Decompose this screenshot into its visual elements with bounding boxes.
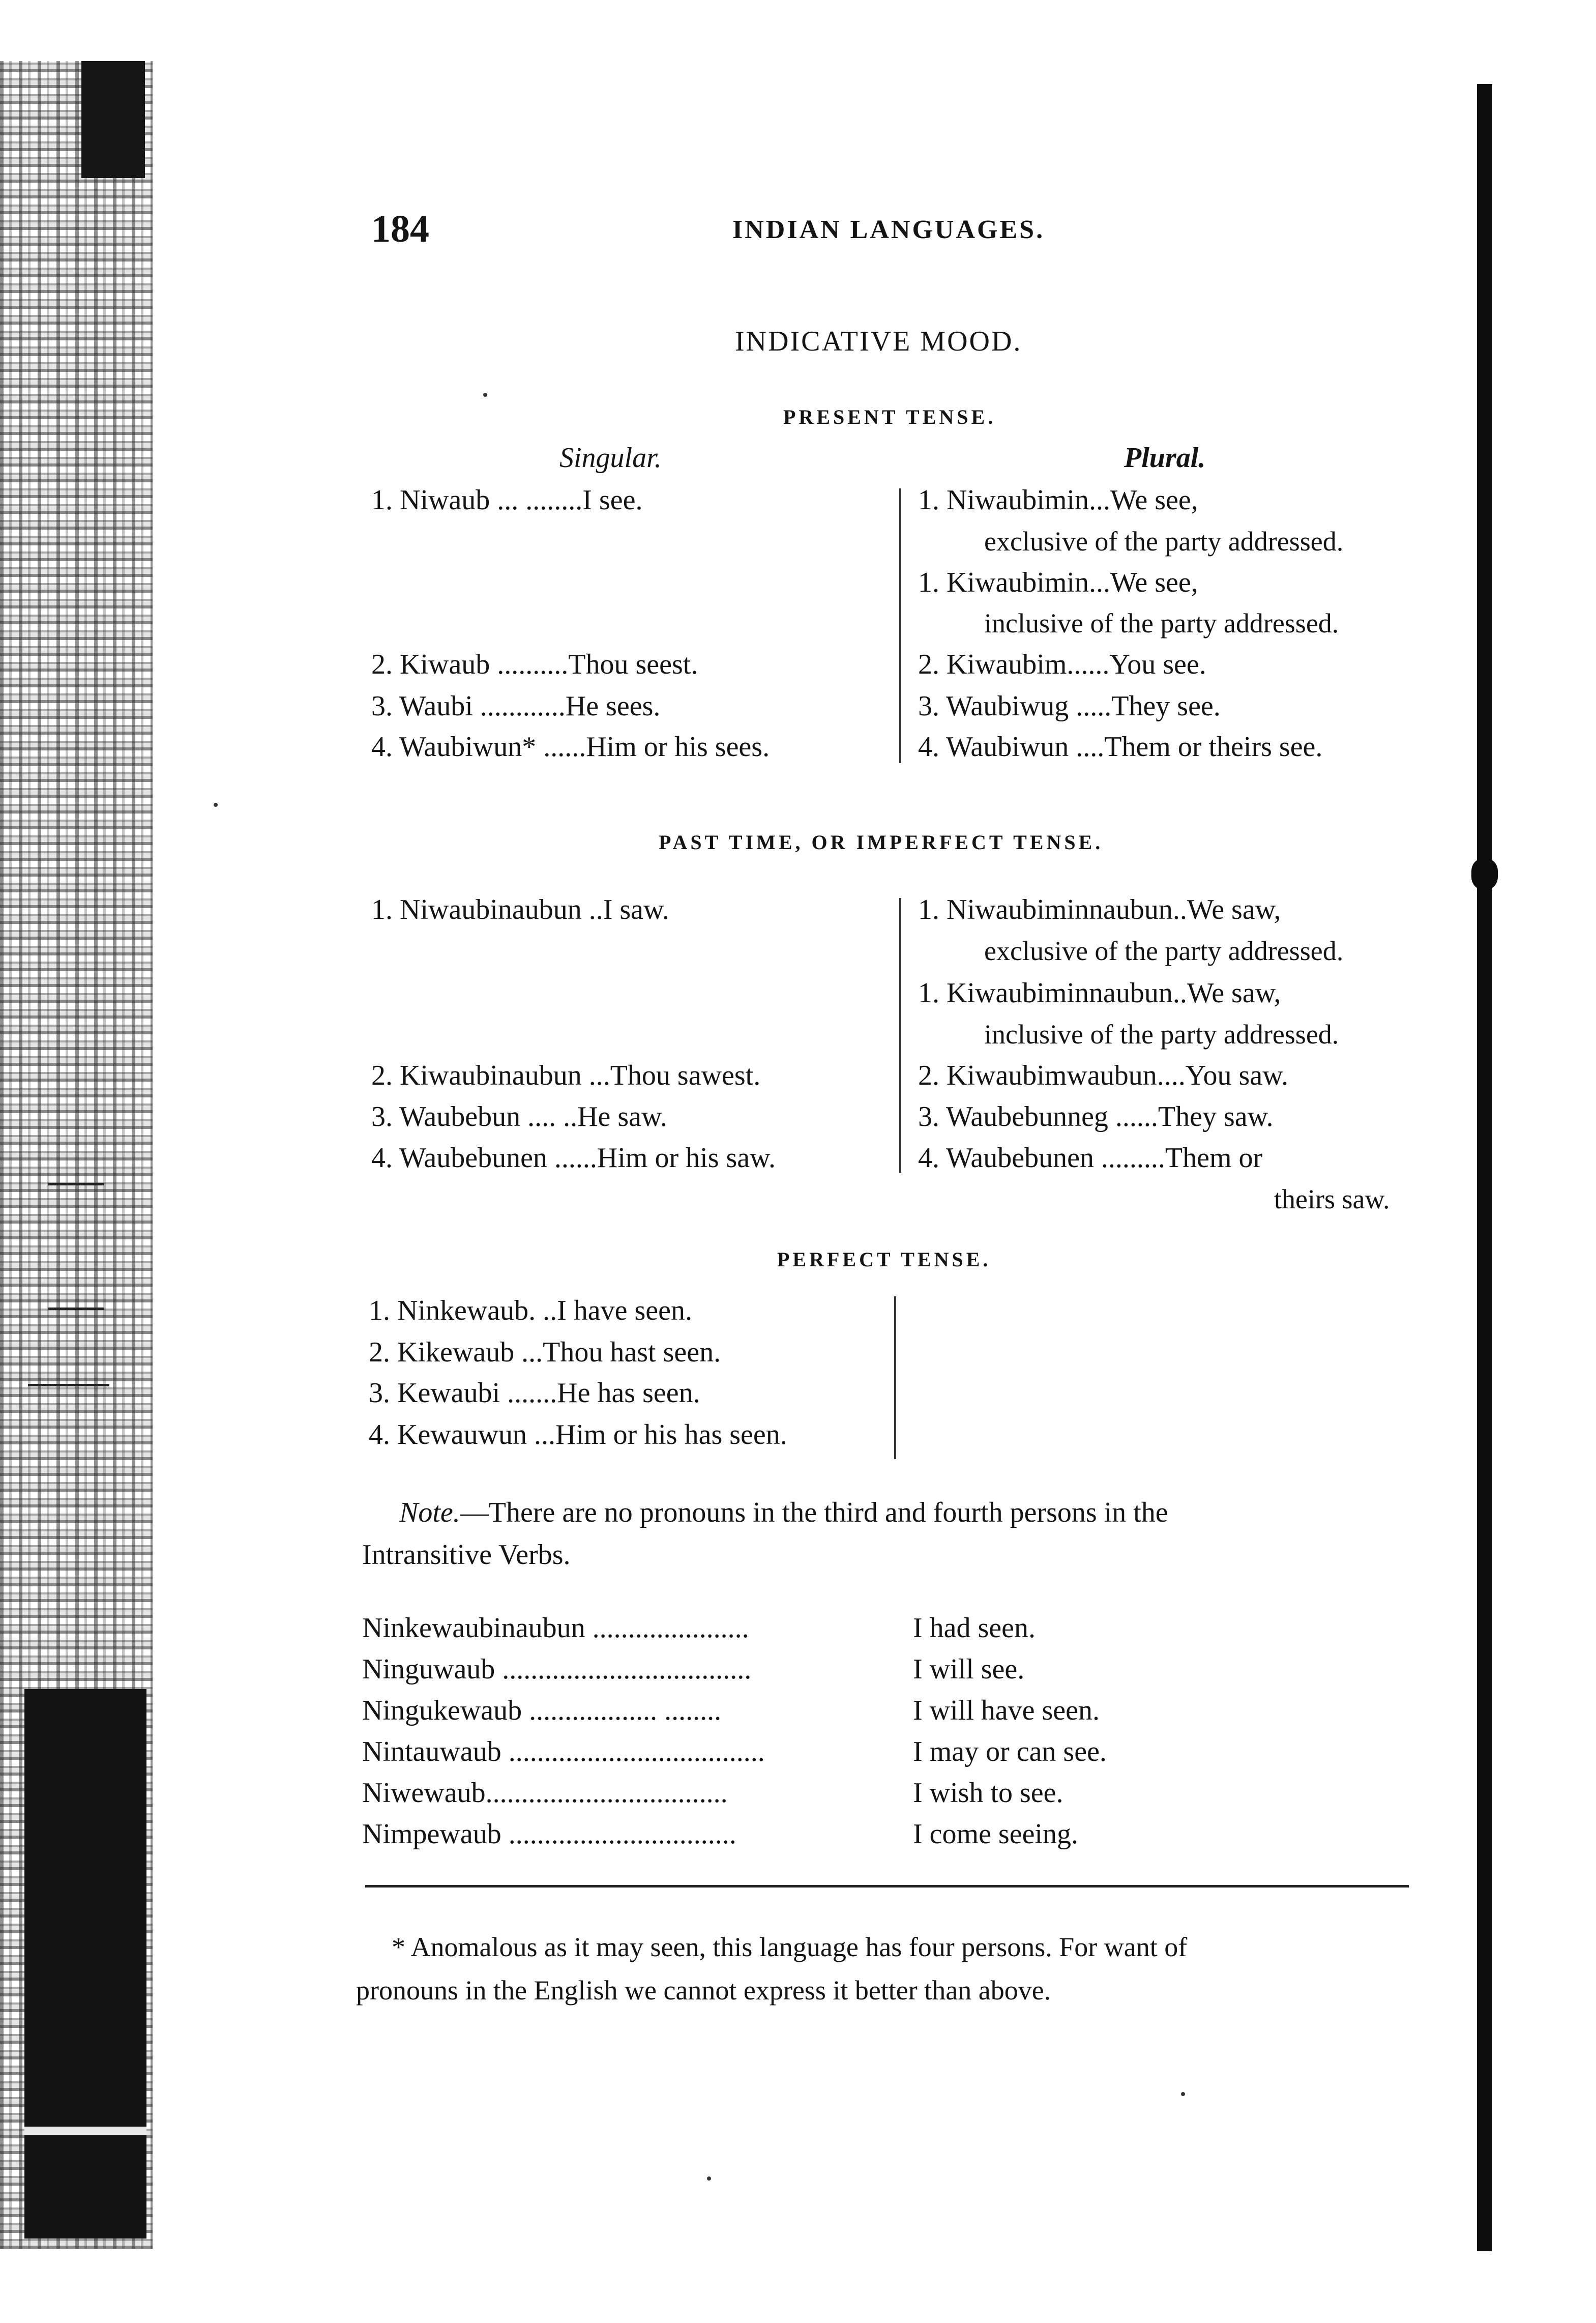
- tense-meaning: I may or can see.: [913, 1736, 1107, 1767]
- present-plural-2: 2. Kiwaubim......You see.: [918, 649, 1206, 680]
- past-plural-4: 4. Waubebunen .........Them or: [918, 1142, 1263, 1174]
- perfect-singular-3: 3. Kewaubi .......He has seen.: [369, 1377, 700, 1409]
- scan-right-edge-mark: [1471, 859, 1498, 889]
- singular-label: Singular.: [559, 442, 662, 474]
- present-singular-4: 4. Waubiwun* ......Him or his sees.: [371, 731, 770, 763]
- column-divider: [894, 1296, 896, 1459]
- present-plural-1: 1. Niwaubimin...We see,: [918, 484, 1198, 516]
- present-singular-2: 2. Kiwaub ..........Thou seest.: [371, 649, 698, 680]
- perfect-tense-title: PERFECT TENSE.: [777, 1248, 991, 1271]
- scan-tick: [48, 1308, 104, 1310]
- past-plural-1b: 1. Kiwaubiminnaubun..We saw,: [918, 977, 1281, 1009]
- past-plural-1: 1. Niwaubiminnaubun..We saw,: [918, 894, 1281, 925]
- present-plural-1b-note: inclusive of the party addressed.: [984, 608, 1339, 638]
- present-singular-3: 3. Waubi ............He sees.: [371, 690, 661, 722]
- past-singular-2: 2. Kiwaubinaubun ...Thou sawest.: [371, 1060, 761, 1091]
- note-text: —There are no pronouns in the third and fourth persons in the: [460, 1497, 1168, 1528]
- tense-form: Nimpewaub ................................: [362, 1818, 736, 1850]
- past-tense-title: PAST TIME, OR IMPERFECT TENSE.: [659, 831, 1104, 854]
- tense-meaning: I will have seen.: [913, 1695, 1100, 1726]
- past-singular-3: 3. Waubebun .... ..He saw.: [371, 1101, 667, 1133]
- present-tense-title: PRESENT TENSE.: [783, 405, 996, 428]
- past-singular-1: 1. Niwaubinaubun ..I saw.: [371, 894, 669, 925]
- present-singular-1: 1. Niwaub ... ........I see.: [371, 484, 643, 516]
- scan-speck: [707, 2176, 711, 2181]
- scan-right-edge: [1477, 84, 1492, 2251]
- past-plural-1b-note: inclusive of the party addressed.: [984, 1019, 1339, 1050]
- present-plural-1b: 1. Kiwaubimin...We see,: [918, 567, 1198, 598]
- tense-form: Niwewaub..................................: [362, 1777, 728, 1809]
- scan-tick: [48, 1183, 104, 1185]
- column-divider: [899, 898, 901, 1173]
- present-plural-3: 3. Waubiwug .....They see.: [918, 690, 1221, 722]
- tense-form: Ningukewaub .................. ........: [362, 1695, 722, 1726]
- tense-form: Nintauwaub ....................................: [362, 1736, 765, 1767]
- footnote-rule: [365, 1885, 1409, 1888]
- past-singular-4: 4. Waubebunen ......Him or his saw.: [371, 1142, 776, 1174]
- footnote-line-2: pronouns in the English we cannot express it better than above.: [356, 1975, 1051, 2006]
- tense-meaning: I had seen.: [913, 1612, 1036, 1644]
- footnote-line-1: * Anomalous as it may seen, this language has four persons. For want of: [392, 1932, 1188, 1962]
- plural-label: Plural.: [1124, 442, 1206, 474]
- mood-title: INDICATIVE MOOD.: [735, 326, 1022, 357]
- past-plural-2: 2. Kiwaubimwaubun....You saw.: [918, 1060, 1288, 1091]
- perfect-singular-2: 2. Kikewaub ...Thou hast seen.: [369, 1337, 721, 1368]
- tense-meaning: I will see.: [913, 1653, 1025, 1685]
- note-line-2: Intransitive Verbs.: [362, 1539, 571, 1571]
- note-label: Note.: [399, 1497, 460, 1528]
- tense-form: Ninguwaub ...................................: [362, 1653, 752, 1685]
- note-line-1: [399, 1498, 1168, 1527]
- present-plural-1-note: exclusive of the party addressed.: [984, 526, 1344, 557]
- scan-dark-block: [24, 1689, 146, 2239]
- page-number: 184: [371, 208, 429, 250]
- scan-dark-block: [81, 61, 145, 178]
- scan-tick: [28, 1384, 109, 1386]
- past-plural-4-cont: theirs saw.: [1274, 1184, 1390, 1214]
- running-head: INDIAN LANGUAGES.: [732, 215, 1045, 244]
- tense-meaning: I wish to see.: [913, 1777, 1063, 1809]
- perfect-singular-4: 4. Kewauwun ...Him or his has seen.: [369, 1419, 787, 1450]
- tense-meaning: I come seeing.: [913, 1818, 1078, 1850]
- tense-form: Ninkewaubinaubun ......................: [362, 1612, 749, 1644]
- column-divider: [899, 488, 901, 763]
- scan-speck: [1181, 2092, 1185, 2096]
- scan-speck: [483, 393, 487, 397]
- scan-speck: [214, 803, 218, 807]
- past-plural-3: 3. Waubebunneg ......They saw.: [918, 1101, 1274, 1133]
- perfect-singular-1: 1. Ninkewaub. ..I have seen.: [369, 1295, 693, 1326]
- present-plural-4: 4. Waubiwun ....Them or theirs see.: [918, 731, 1323, 763]
- past-plural-1-note: exclusive of the party addressed.: [984, 936, 1344, 966]
